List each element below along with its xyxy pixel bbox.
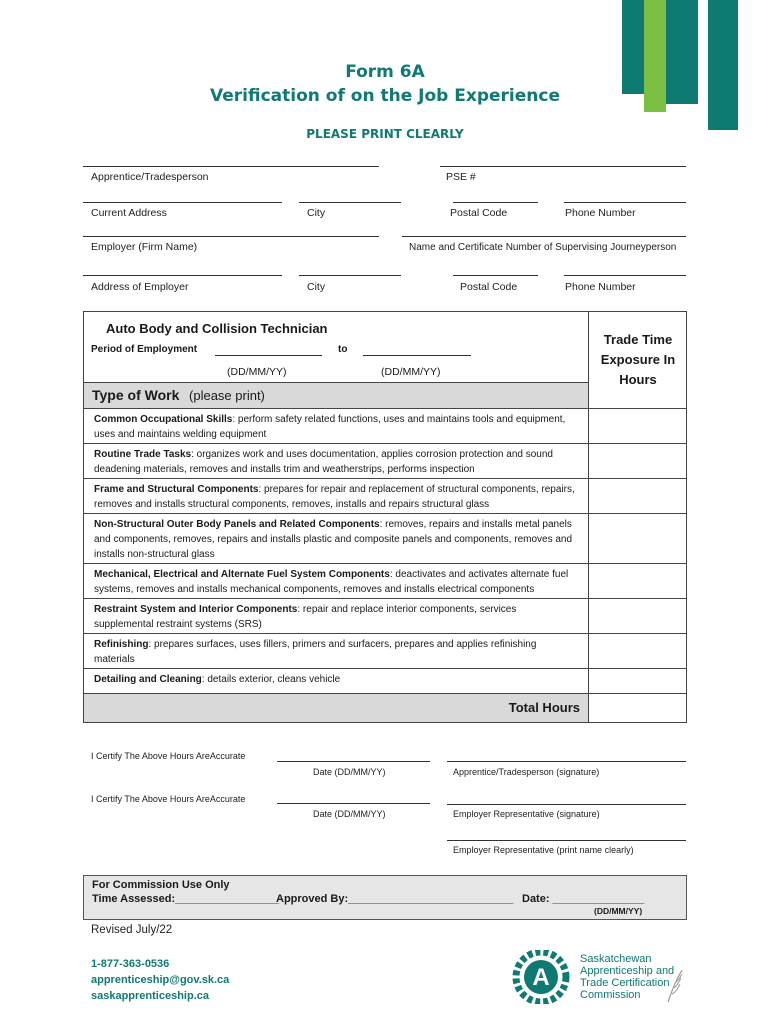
total-hours-label: Total Hours: [508, 700, 580, 715]
table-header: [84, 312, 588, 382]
employer-signature-field[interactable]: [447, 804, 686, 805]
city-field[interactable]: [299, 202, 401, 203]
table-row: [84, 408, 686, 443]
employer-label: Employer (Firm Name): [91, 241, 198, 253]
trade-name: Auto Body and Collision Technician: [106, 321, 328, 336]
commission-heading: For Commission Use Only: [92, 879, 230, 891]
work-experience-table: [83, 311, 687, 723]
apprentice-date-field[interactable]: [277, 761, 430, 762]
supervisor-field[interactable]: [402, 236, 686, 237]
table-row: [84, 668, 686, 693]
logo-mark-icon: [508, 950, 578, 1004]
row-title: Non-Structural Outer Body Panels and Related Components: [94, 519, 380, 530]
row-title: Restraint System and Interior Components: [94, 604, 298, 615]
logo-line: Trade Certification: [580, 977, 670, 989]
employer-phone-field[interactable]: [564, 275, 686, 276]
table-row: [84, 513, 686, 563]
employer-signature-label: Employer Representative (signature): [453, 809, 600, 819]
row-title: Mechanical, Electrical and Alternate Fuel System Components: [94, 569, 390, 580]
row-text: : organizes work and uses documentation, applies corrosion protection and sound deadening materials, removes and installs trim and weatherstrips, performs inspection: [94, 449, 553, 475]
employer-city-field[interactable]: [299, 275, 401, 276]
employer-postal-label: Postal Code: [460, 281, 518, 293]
table-row: [84, 443, 686, 478]
sate-logo: [508, 950, 578, 1004]
supervisor-label: Name and Certificate Number of Supervising Journeyperson: [409, 242, 677, 253]
commission-date-format: (DD/MM/YY): [594, 906, 643, 916]
hours-cell[interactable]: [588, 634, 686, 668]
logo-letter: A: [532, 964, 550, 991]
employer-address-field[interactable]: [83, 275, 282, 276]
apprentice-field[interactable]: [83, 166, 379, 167]
employer-date-label: Date (DD/MM/YY): [313, 809, 386, 819]
apprentice-label: Apprentice/Tradesperson: [91, 171, 209, 183]
end-date-format: (DD/MM/YY): [381, 366, 441, 378]
period-start-field[interactable]: [215, 355, 322, 356]
city-label: City: [307, 207, 326, 219]
table-row: [84, 478, 686, 513]
form-number: Form 6A: [345, 62, 425, 82]
certify-statement-apprentice: I Certify The Above Hours AreAccurate: [91, 751, 246, 761]
current-address-label: Current Address: [91, 207, 167, 219]
hours-cell[interactable]: [588, 444, 686, 478]
employer-date-field[interactable]: [277, 803, 430, 804]
print-instruction: PLEASE PRINT CLEARLY: [306, 127, 464, 141]
pse-field[interactable]: [440, 166, 686, 167]
period-end-field[interactable]: [363, 355, 471, 356]
website-link[interactable]: saskapprenticeship.ca: [91, 990, 210, 1002]
hours-cell[interactable]: [588, 479, 686, 513]
pse-label: PSE #: [446, 171, 476, 183]
type-of-work-label: Type of Work: [92, 387, 180, 403]
start-date-format: (DD/MM/YY): [227, 366, 287, 378]
row-title: Refinishing: [94, 639, 149, 650]
employer-city-label: City: [307, 281, 326, 293]
employer-print-name-field[interactable]: [447, 840, 686, 841]
row-title: Routine Trade Tasks: [94, 449, 192, 460]
hours-cell[interactable]: [588, 669, 686, 693]
period-label: Period of Employment: [91, 344, 198, 355]
row-text: : prepares surfaces, uses fillers, primers and surfacers, prepares and applies refinishing materials: [94, 639, 537, 665]
commission-date-field[interactable]: Date: _______________: [522, 893, 645, 905]
employer-print-name-label: Employer Representative (print name clearly): [453, 845, 634, 855]
row-text: : details exterior, cleans vehicle: [201, 674, 341, 685]
row-text: : deactivates and activates alternate fuel systems, removes and installs mechanical components, removes and installs electrical components: [94, 569, 569, 595]
row-title: Common Occupational Skills: [94, 414, 233, 425]
trade-time-header: [588, 312, 686, 408]
current-address-field[interactable]: [83, 202, 282, 203]
total-hours-cell[interactable]: [588, 694, 686, 722]
table-row: [84, 633, 686, 668]
row-text: : removes, repairs and installs metal panels and components, removes, repairs and installs plastic and composite panels and components, removes and installs non-structural glass: [94, 519, 573, 560]
logo-line: Apprenticeship and: [580, 965, 675, 977]
phone-label: Phone Number: [565, 207, 636, 219]
row-text: : repair and replace interior components, services supplemental restraint systems (SRS): [94, 604, 517, 630]
row-title: Detailing and Cleaning: [94, 674, 202, 685]
revised-date: Revised July/22: [91, 924, 173, 936]
hours-cell[interactable]: [588, 514, 686, 563]
email-link[interactable]: apprenticeship@gov.sk.ca: [91, 974, 230, 986]
employer-address-label: Address of Employer: [91, 281, 189, 293]
time-assessed-field[interactable]: Time Assessed:_________________: [92, 893, 280, 905]
type-of-work-header: [84, 382, 588, 408]
contact-info: [91, 956, 229, 1004]
postal-code-label: Postal Code: [450, 207, 508, 219]
wheat-icon: [664, 968, 686, 1004]
employer-field[interactable]: [83, 236, 379, 237]
postal-code-field[interactable]: [453, 202, 538, 203]
table-row: [84, 563, 686, 598]
total-hours-row: [84, 693, 686, 722]
employer-postal-field[interactable]: [453, 275, 538, 276]
apprentice-signature-label: Apprentice/Tradesperson (signature): [453, 767, 600, 777]
hours-cell[interactable]: [588, 564, 686, 598]
row-text: : prepares for repair and replacement of structural components, repairs, removes and installs structural components, removes, installs and repairs structural glass: [94, 484, 575, 510]
trade-time-label: Trade Time Exposure In Hours: [600, 332, 676, 387]
certify-statement-employer: I Certify The Above Hours AreAccurate: [91, 794, 246, 804]
logo-line: Commission: [580, 989, 641, 1001]
form-title: Verification of on the Job Experience: [210, 86, 560, 106]
table-row: [84, 598, 686, 633]
row-title: Frame and Structural Components: [94, 484, 259, 495]
apprentice-date-label: Date (DD/MM/YY): [313, 767, 386, 777]
apprentice-signature-field[interactable]: [447, 761, 686, 762]
type-of-work-note: (please print): [189, 388, 265, 403]
logo-line: Saskatchewan: [580, 953, 652, 965]
commission-use-box: [83, 875, 687, 920]
logo-wordmark: [580, 953, 674, 1001]
phone-number[interactable]: 1-877-363-0536: [91, 958, 170, 970]
row-text: : perform safety related functions, uses and maintains tools and equipment, uses and maintains welding equipment: [94, 414, 566, 440]
hours-cell[interactable]: [588, 599, 686, 633]
to-label: to: [338, 344, 348, 355]
employer-phone-label: Phone Number: [565, 281, 636, 293]
approved-by-field[interactable]: Approved By:___________________________: [276, 893, 514, 905]
hours-cell[interactable]: [588, 409, 686, 443]
phone-field[interactable]: [564, 202, 686, 203]
